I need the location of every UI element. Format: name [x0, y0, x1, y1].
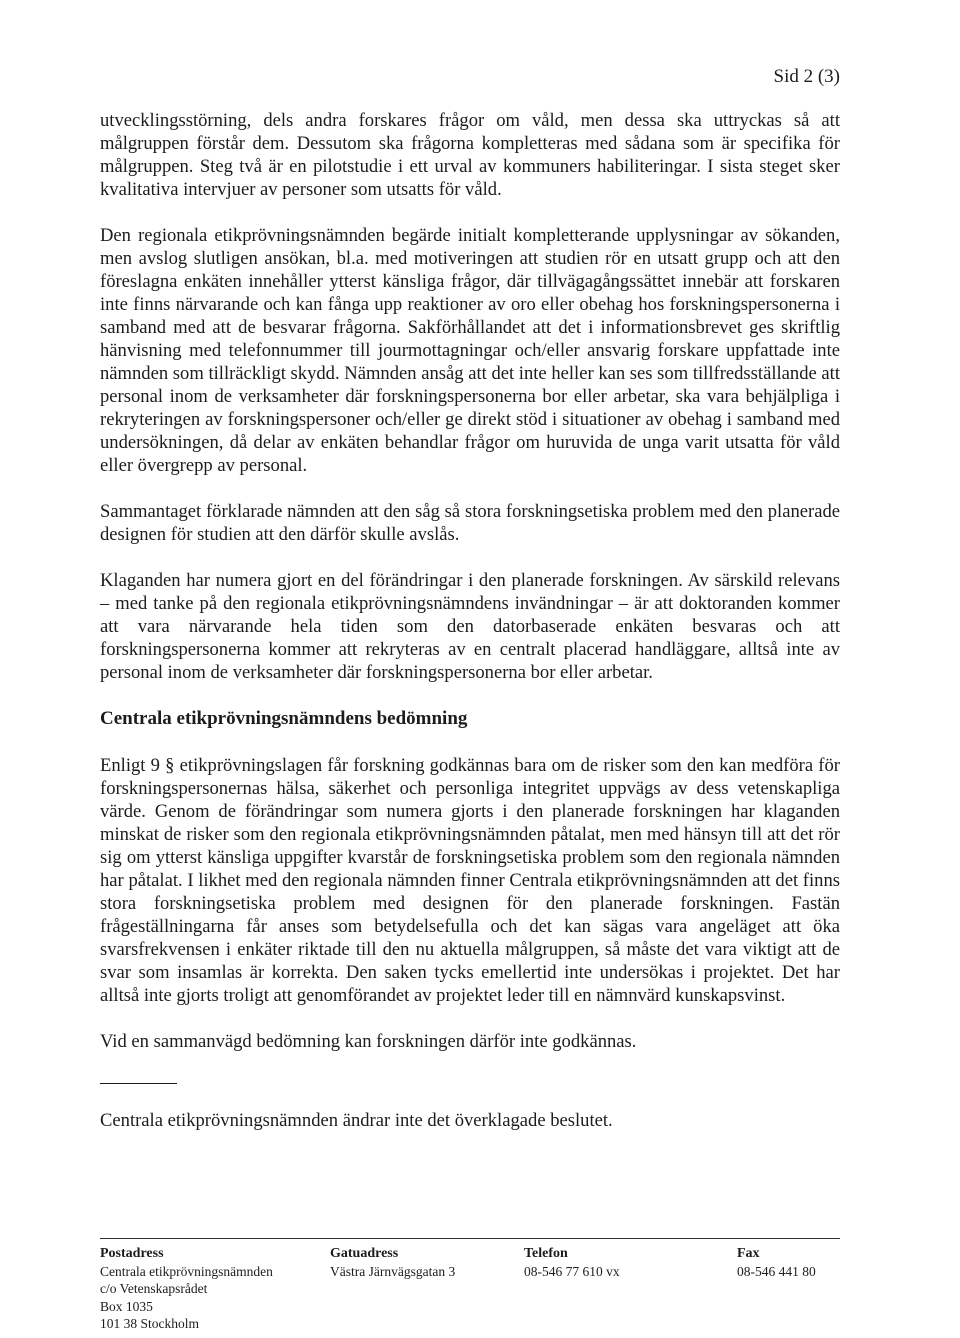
divider-line: [100, 1083, 177, 1084]
decision-statement: Centrala etikprövningsnämnden ändrar inte det överklagade beslutet.: [100, 1110, 613, 1131]
paragraph-regional-decision: Den regionala etikprövningsnämnden begärde initialt kompletterande upplysningar av sökanden, men avslog slutligen ansökan, bl.a. med motiveringen att studien rör en utsatt grupp och att den föreslagna enkäten innehåller ytterst känsliga frågor, där tillvägagångssättet innebär att forskaren inte finns närvarande och kan fånga upp reaktioner av oro eller obehag hos forskningspersonerna i samband med att de besvarar frågorna. Sakförhållandet att det i informationsbrevet ges skriftlig hänvisning med telefonnummer till jourmottagningar och/eller ansvarig forskare uppfattade inte nämnden som tillräckligt skydd. Nämnden ansåg att det inte heller kan ses som tillfredsställande att personal inom de verksamheter där forskningspersonerna bor eller arbetar, ska vara behjälpliga i rekryteringen av forskningspersoner och/eller ge direkt stöd i situationer av obehag i samband med undersökningen, då delar av enkäten behandlar frågor om huruvida de unga varit utsatta för våld eller övergrepp av personal.: [100, 225, 840, 476]
paragraph-assessment: Enligt 9 § etikprövningslagen får forskning godkännas bara om de risker som den kan medföra för forskningspersonernas hälsa, säkerhet och personliga integritet uppvägs av dess vetenskapliga värde. Genom de förändringar som numera gjorts i den planerade forskningen har klaganden minskat de risker som den regionala etikprövningsnämnden påtalat, men med hänsyn till att det rör sig om ytterst känsliga uppgifter kvarstår de forskningsetiska problem som den regionala nämnden har påtalat. I likhet med den regionala nämnden finner Centrala etikprövningsnämnden att det finns stora forskningsetiska problem med designen för den planerade forskningen. Fastän frågeställningarna får anses som betydelsefulla och det kan sägas vara angeläget att öka svarsfrekvensen i enkäter riktade till den nu aktuella målgruppen, så måste det vara viktigt att de svar som insamlas är korrekta. Den saken tycks emellertid inte undersökas i projektet. Det har alltså inte gjorts troligt att genomförandet av projektet leder till en nämnvärd kunskapsvinst.: [100, 755, 840, 1006]
section-heading: Centrala etikprövningsnämndens bedömning: [100, 708, 468, 729]
footer-line: 08-546 441 80: [737, 1263, 816, 1279]
footer-line: Box 1035: [100, 1298, 153, 1314]
footer-label-telefon: Telefon: [524, 1246, 568, 1261]
footer-line: 08-546 77 610 vx: [524, 1263, 620, 1279]
footer-label-postadress: Postadress: [100, 1246, 164, 1261]
footer-line: Centrala etikprövningsnämnden: [100, 1263, 273, 1279]
paragraph-changes: Klaganden har numera gjort en del förändringar i den planerade forskningen. Av särskild relevans – med tanke på den regionala etikprövningsnämndens invändningar – är att doktoranden kommer att vara närvarande hela tiden som den datorbaserade enkäten besvaras och att forskningspersonerna kommer att rekryteras av en centralt placerad handläggare, alltså inte av personal inom de verksamheter där forskningspersonerna bor eller arbetar.: [100, 570, 840, 683]
footer-label-gatuadress: Gatuadress: [330, 1246, 399, 1261]
page-number: Sid 2 (3): [773, 66, 840, 87]
footer-phone: [524, 1245, 620, 1280]
footer-line: 101 38 Stockholm: [100, 1316, 200, 1331]
footer-fax: [737, 1245, 816, 1280]
paragraph-conclusion: Vid en sammanvägd bedömning kan forskningen därför inte godkännas.: [100, 1031, 637, 1052]
footer: [100, 1238, 840, 1331]
footer-postal-address: [100, 1245, 273, 1333]
paragraph-summary: Sammantaget förklarade nämnden att den såg så stora forskningsetiska problem med den planerade designen för studien att den därför skulle avslås.: [100, 501, 840, 545]
paragraph-continuation: utvecklingsstörning, dels andra forskares frågor om våld, men dessa ska uttryckas så att målgruppen förstår dem. Dessutom ska frågorna kompletteras med sådana som är specifika för målgruppen. Steg två är en pilotstudie i ett urval av kommuners habiliteringar. I sista steget sker kvalitativa intervjuer av personer som utsatts för våld.: [100, 110, 840, 200]
footer-street-address: [330, 1245, 455, 1280]
footer-line: c/o Vetenskapsrådet: [100, 1281, 208, 1296]
footer-label-fax: Fax: [737, 1246, 760, 1261]
footer-line: Västra Järnvägsgatan 3: [330, 1263, 456, 1279]
document-body: [100, 109, 840, 1155]
